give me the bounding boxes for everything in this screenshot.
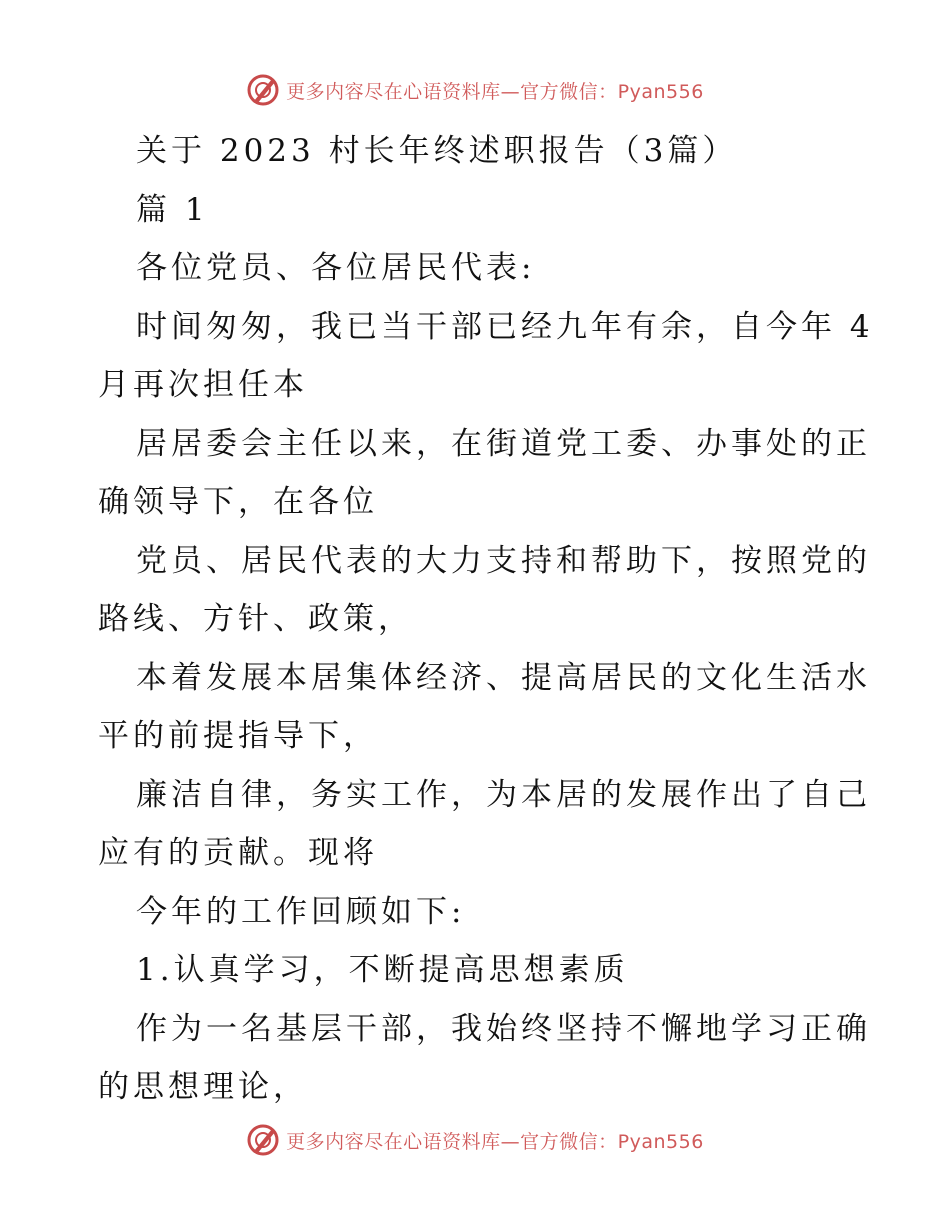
text-line: 路线、方针、政策， bbox=[98, 601, 413, 637]
text-line: 今年的工作回顾如下: bbox=[136, 893, 466, 930]
text-line: 确领导下，在各位 bbox=[98, 484, 378, 520]
quill-logo-icon bbox=[246, 73, 280, 107]
text-line: 月再次担任本 bbox=[98, 367, 308, 403]
text-line: 廉洁自律，务实工作，为本居的发展作出了自己 bbox=[136, 776, 871, 813]
text-line: 各位党员、各位居民代表: bbox=[136, 250, 536, 286]
watermark-top bbox=[0, 70, 950, 110]
text-line: 时间匆匆，我已当干部已经九年有余，自今年 4 bbox=[136, 308, 874, 345]
text-line: 1.认真学习，不断提高思想素质 bbox=[136, 952, 629, 988]
text-line: 居居委会主任以来，在街道党工委、办事处的正 bbox=[136, 425, 871, 462]
document-body bbox=[98, 122, 874, 1117]
quill-logo-icon bbox=[246, 1123, 280, 1157]
watermark-text: 更多内容尽在心语资料库—官方微信：Pyan556 bbox=[286, 80, 704, 103]
text-line: 应有的贡献。现将 bbox=[98, 835, 378, 871]
document-title: 关于 2023 村长年终述职报告（3篇） bbox=[136, 133, 738, 169]
text-line: 本着发展本居集体经济、提高居民的文化生活水 bbox=[136, 659, 871, 696]
text-line: 的思想理论， bbox=[98, 1069, 308, 1105]
text-line: 平的前提指导下， bbox=[98, 718, 378, 754]
text-line: 篇 1 bbox=[136, 191, 209, 228]
watermark-bottom bbox=[0, 1120, 950, 1160]
watermark-text: 更多内容尽在心语资料库—官方微信：Pyan556 bbox=[286, 1130, 704, 1153]
text-line: 党员、居民代表的大力支持和帮助下，按照党的 bbox=[136, 542, 871, 579]
text-line: 作为一名基层干部，我始终坚持不懈地学习正确 bbox=[136, 1010, 871, 1047]
